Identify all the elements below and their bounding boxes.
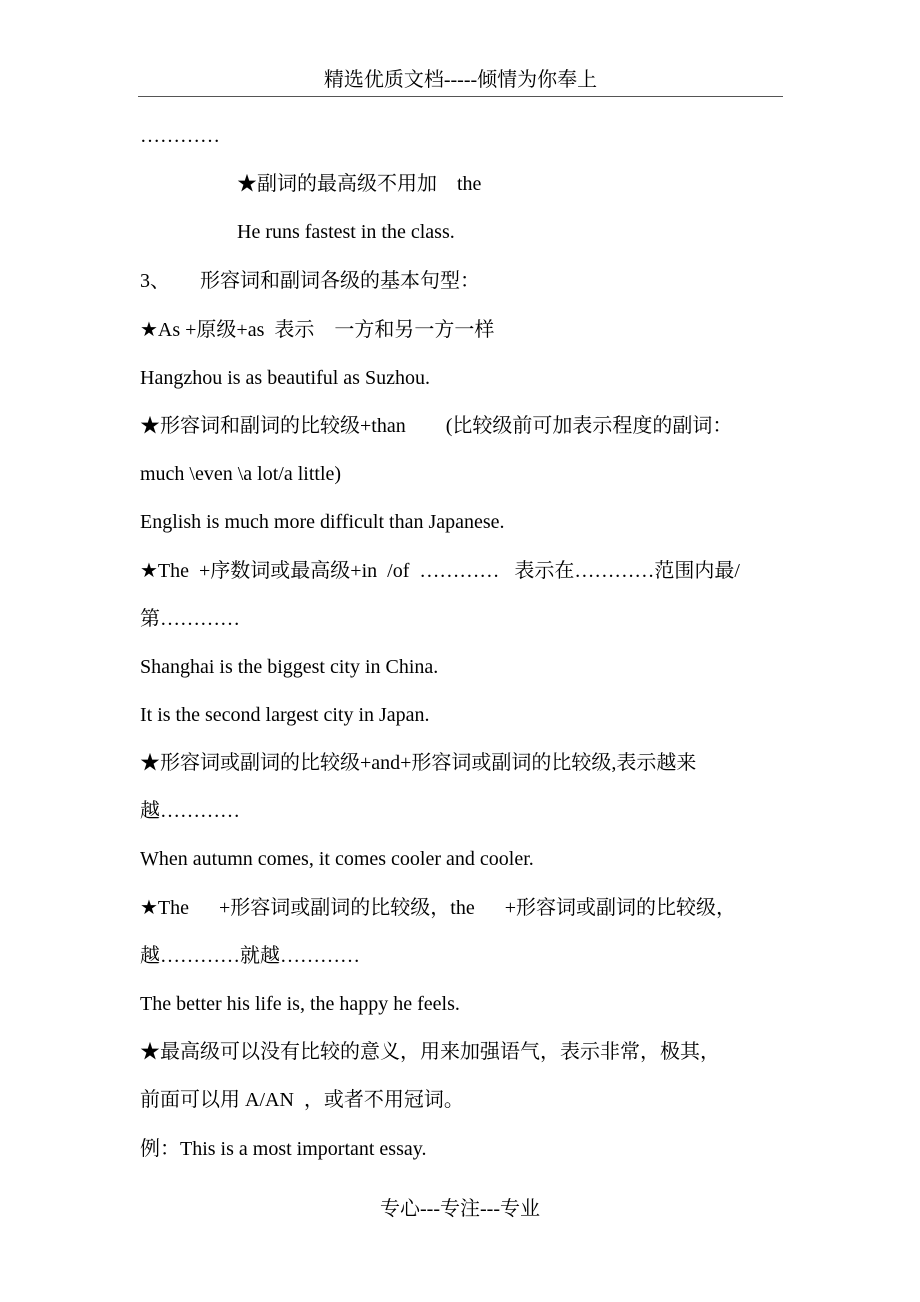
text-line: 前面可以用 A/AN ，或者不用冠词。 (140, 1089, 464, 1111)
text-line: 越…………就越………… (140, 945, 360, 967)
text-line: Shanghai is the biggest city in China. (140, 656, 439, 678)
text-line: He runs fastest in the class. (237, 221, 455, 243)
text-line: ★形容词或副词的比较级+and+形容词或副词的比较级,表示越来 (140, 752, 697, 774)
section-heading: 3、 形容词和副词各级的基本句型： (140, 270, 480, 292)
text-line: English is much more difficult than Japanese. (140, 511, 505, 533)
text-line: ★The +形容词或副词的比较级，the +形容词或副词的比较级， (140, 897, 737, 919)
text-line: 例：This is a most important essay. (140, 1138, 427, 1160)
text-line: much \even \a lot/a little) (140, 463, 342, 485)
page-header: 精选优质文档-----倾情为你奉上 (138, 64, 783, 97)
text-line: It is the second largest city in Japan. (140, 704, 430, 726)
text-line: ★As +原级+as 表示 一方和另一方一样 (140, 319, 495, 341)
text-line: ★最高级可以没有比较的意义，用来加强语气，表示非常，极其， (140, 1041, 720, 1063)
text-line: ★形容词和副词的比较级+than (比较级前可加表示程度的副词： (140, 415, 733, 437)
text-line: When autumn comes, it comes cooler and cooler. (140, 848, 534, 870)
text-line: ★副词的最高级不用加 the (237, 173, 482, 195)
text-line: ★The +序数词或最高级+in /of ………… 表示在…………范围内最/ (140, 560, 740, 582)
text-line: Hangzhou is as beautiful as Suzhou. (140, 367, 430, 389)
text-line: ………… (140, 125, 220, 147)
text-line: 越………… (140, 800, 240, 822)
page-footer: 专心---专注---专业 (380, 1198, 540, 1220)
text-line: 第………… (140, 608, 240, 630)
text-line: The better his life is, the happy he feels. (140, 993, 460, 1015)
